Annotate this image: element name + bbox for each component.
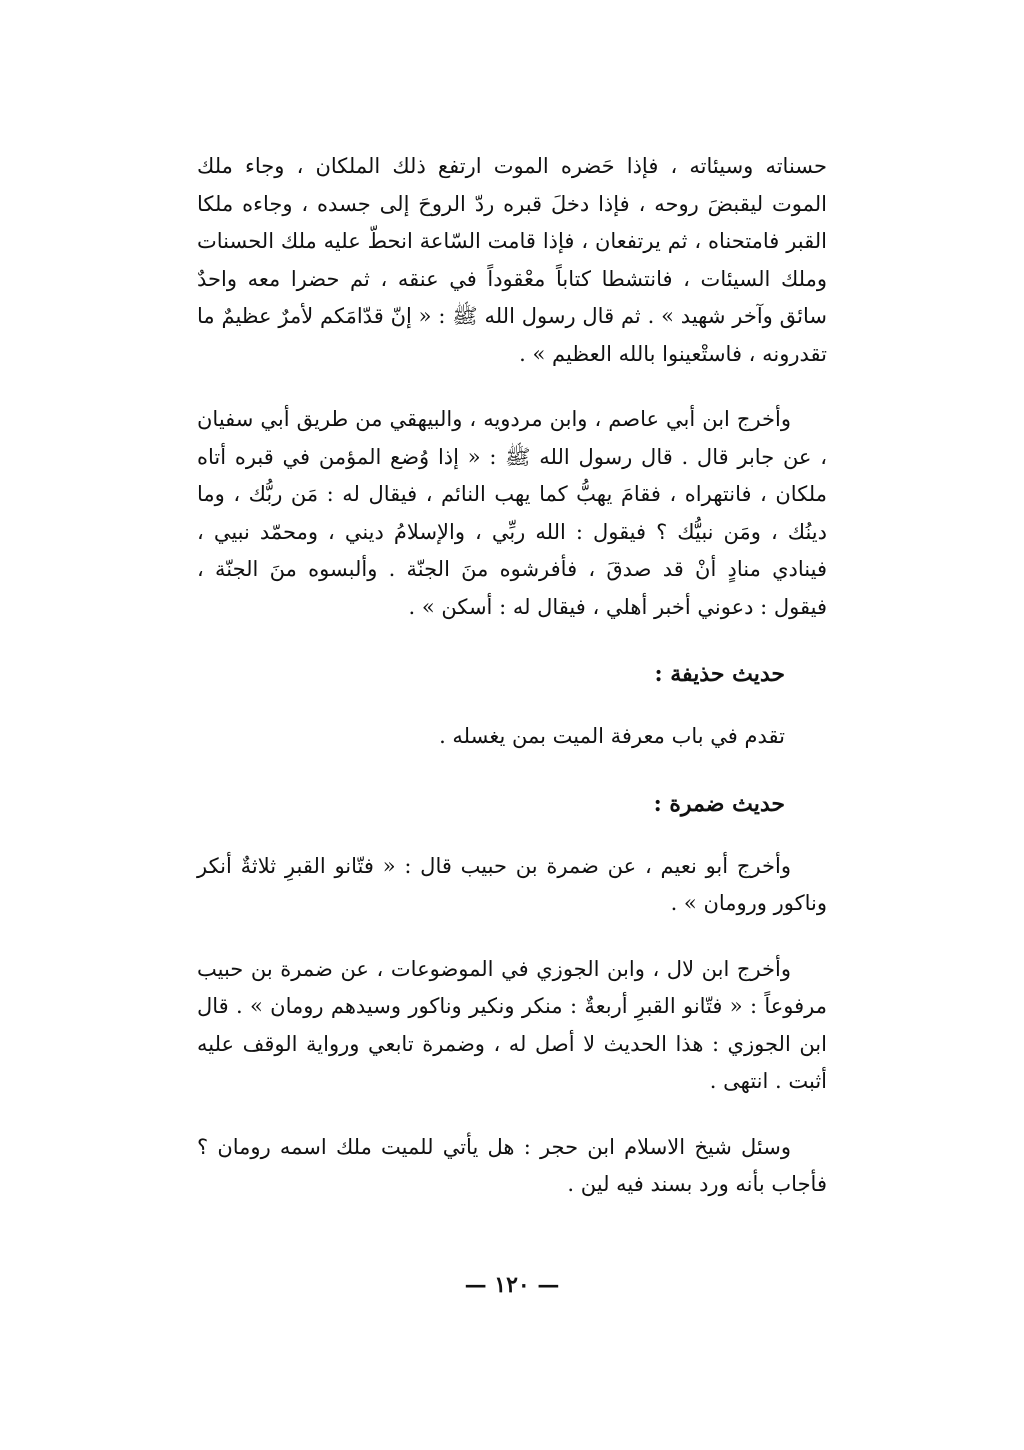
spacer [197,923,827,951]
paragraph-hudhayfa-reference: تقدم في باب معرفة الميت بمن يغسله . [439,724,785,748]
heading-hadith-damra: حديث ضمرة : [653,790,785,817]
spacer [197,694,827,718]
page-body [197,148,827,1204]
heading-hadith-hudhayfa: حديث حذيفة : [654,661,785,687]
paragraph-angels-of-deeds: حسناته وسيئاته ، فإذا حَضره الموت ارتفع ذلك الملكان ، وجاء ملك الموت ليقبضَ روحه ، فإذا دخلَ قبره ردّ الروحَ إلى جسده ، وجاءه ملكا القبر فامتحناه ، ثم يرتفعان ، فإذا قامت السّاعة انحطّ عليه ملك الحسنات وملك السيئات ، فانتشطا كتاباً معْقوداً في عنقه ، ثم حضرا معه واحدٌ سائق وآخر شهيد » . ثم قال رسول الله ﷺ : « إنّ قدّامَكم لأمرٌ عظيمٌ ما تقدرونه ، فاستْعينوا بالله العظيم » . [197,154,827,366]
paragraph-ibn-lal: وأخرج ابن لال ، وابن الجوزي في الموضوعات ، عن ضمرة بن حبيب مرفوعاً : « فتّانو القبرِ أربعةٌ : منكر ونكير وناكور وسيدهم رومان » . قال ابن الجوزي : هذا الحديث لا أصل له ، وضمرة تابعي ورواية الوقف عليه أثبت . انتهى . [197,956,827,1093]
spacer [197,626,827,654]
spacer [197,824,827,848]
spacer [197,1101,827,1129]
paragraph-ibn-hajar: وسئل شيخ الاسلام ابن حجر : هل يأتي للميت ملك اسمه رومان ؟ فأجاب بأنه ورد بسند فيه لين . [197,1134,827,1196]
spacer [197,756,827,784]
paragraph-jabir-hadith: وأخرج ابن أبي عاصم ، وابن مردويه ، والبيهقي من طريق أبي سفيان ، عن جابر قال . قال رسول الله ﷺ : « إذا وُضع المؤمن في قبره أتاه ملكان ، فانتهراه ، فقامَ يهبُّ كما يهب النائم ، فيقال له : مَن ربُّك ، وما دينُك ، ومَن نبيُّك ؟ فيقول : الله ربِّي ، والإسلامُ ديني ، ومحمّد نبيي ، فينادي منادٍ أنْ قد صدقَ ، فأفرشوه منَ الجنّة . وألبسوه منَ الجنّة ، فيقول : دعوني أخبر أهلي ، فيقال له : أسكن » . [197,407,827,619]
spacer [197,373,827,401]
page-number: — ١٢٠ — [464,1272,560,1298]
paragraph-abu-nuaym: وأخرج أبو نعيم ، عن ضمرة بن حبيب قال : « فتّانو القبرِ ثلاثةٌ أنكر وناكور ورومان » . [197,853,827,915]
